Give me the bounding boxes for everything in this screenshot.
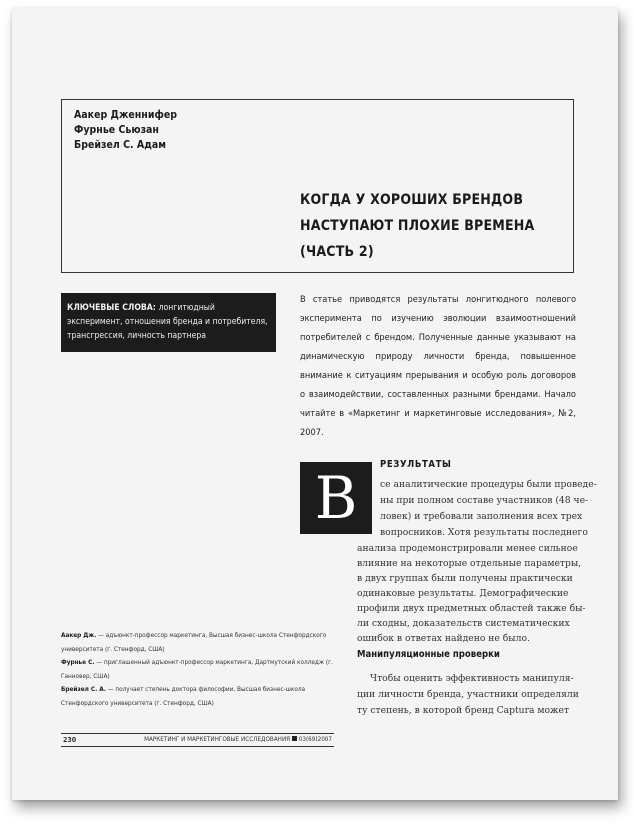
author-note: Фурнье С. — приглашенный адъюнкт-профессор маркетинга, Дартмутский колледж (г. Ганновер, США) <box>61 658 333 680</box>
keywords-box <box>61 293 276 352</box>
body-line: ошибок в ответах найдено не было. <box>357 633 530 644</box>
keywords-text: лонгитюдный эксперимент, отношения бренда и потребителя, трансгрессия, личность партнера <box>67 303 268 341</box>
section-heading: РЕЗУЛЬТАТЫ <box>380 459 452 470</box>
author-affiliations <box>61 629 337 710</box>
body-line: вопросников. Хотя результаты последнего <box>380 527 588 538</box>
author-name: Брейзел С. Адам <box>74 139 166 151</box>
body-line: профили двух предметных областей также бы- <box>357 603 586 614</box>
square-icon <box>292 736 297 741</box>
body-line: ли сходны, доказательств систематических <box>357 618 570 629</box>
article-title <box>300 187 560 265</box>
author-list <box>74 108 177 153</box>
title-line: (ЧАСТЬ 2) <box>300 244 374 260</box>
keywords-label: КЛЮЧЕВЫЕ СЛОВА: <box>67 303 156 313</box>
title-line: НАСТУПАЮТ ПЛОХИЕ ВРЕМЕНА <box>300 218 535 234</box>
subsection-heading: Манипуляционные проверки <box>357 649 500 660</box>
journal-issue: 03(69)2007 <box>298 736 332 743</box>
body-line: ловек) и требовали заполнения всех трех <box>380 511 583 522</box>
journal-name: МАРКЕТИНГ И МАРКЕТИНГОВЫЕ ИССЛЕДОВАНИЯ <box>144 736 291 743</box>
author-name: Фурнье Сьюзан <box>74 124 159 136</box>
body-line: ции личности бренда, участники определяли <box>357 689 579 700</box>
drop-cap: В <box>300 462 372 534</box>
body-line: анализа продемонстрировали менее сильное <box>357 543 578 554</box>
body-line: одинаковые результаты. Демографические <box>357 588 569 599</box>
journal-info <box>144 734 332 746</box>
author-name: Аакер Дженнифер <box>74 109 177 121</box>
abstract: В статье приводятся результаты лонгитюдного полевого эксперимента по изучению эволюции взаимоотношений потребителей с брендом. Полученные данные указывают на динамическую природу личности бренда, повышенное внимание к ситуациям прерывания и особую роль договоров о взаимодействии, составленных разными брендами. Начало читайте в «Маркетинг и маркетинговые исследования», №2, 2007. <box>300 294 576 438</box>
body-line: ту степень, в которой бренд Captura может <box>357 705 570 716</box>
body-line: се аналитические процедуры были проведе- <box>380 479 597 490</box>
body-line: Чтобы оценить эффективность манипуля- <box>370 673 574 684</box>
body-line: ны при полном составе участников (48 че- <box>380 495 589 506</box>
author-note: Брейзел С. А. — получает степень доктора философии, Высшая бизнес-школа Стенфордского университета (г. Стенфорд, США) <box>61 685 306 707</box>
author-note: Аакер Дж. — адъюнкт-профессор маркетинга, Высшая бизнес-школа Стенфордского университета (г. Стенфорд, США) <box>61 631 327 653</box>
title-line: КОГДА У ХОРОШИХ БРЕНДОВ <box>300 192 524 208</box>
body-line: влияние на некоторые отдельные параметры, <box>357 558 582 569</box>
page-number: 230 <box>63 736 77 744</box>
body-line: в двух группах были получены практически <box>357 573 573 584</box>
page-footer <box>61 733 334 747</box>
